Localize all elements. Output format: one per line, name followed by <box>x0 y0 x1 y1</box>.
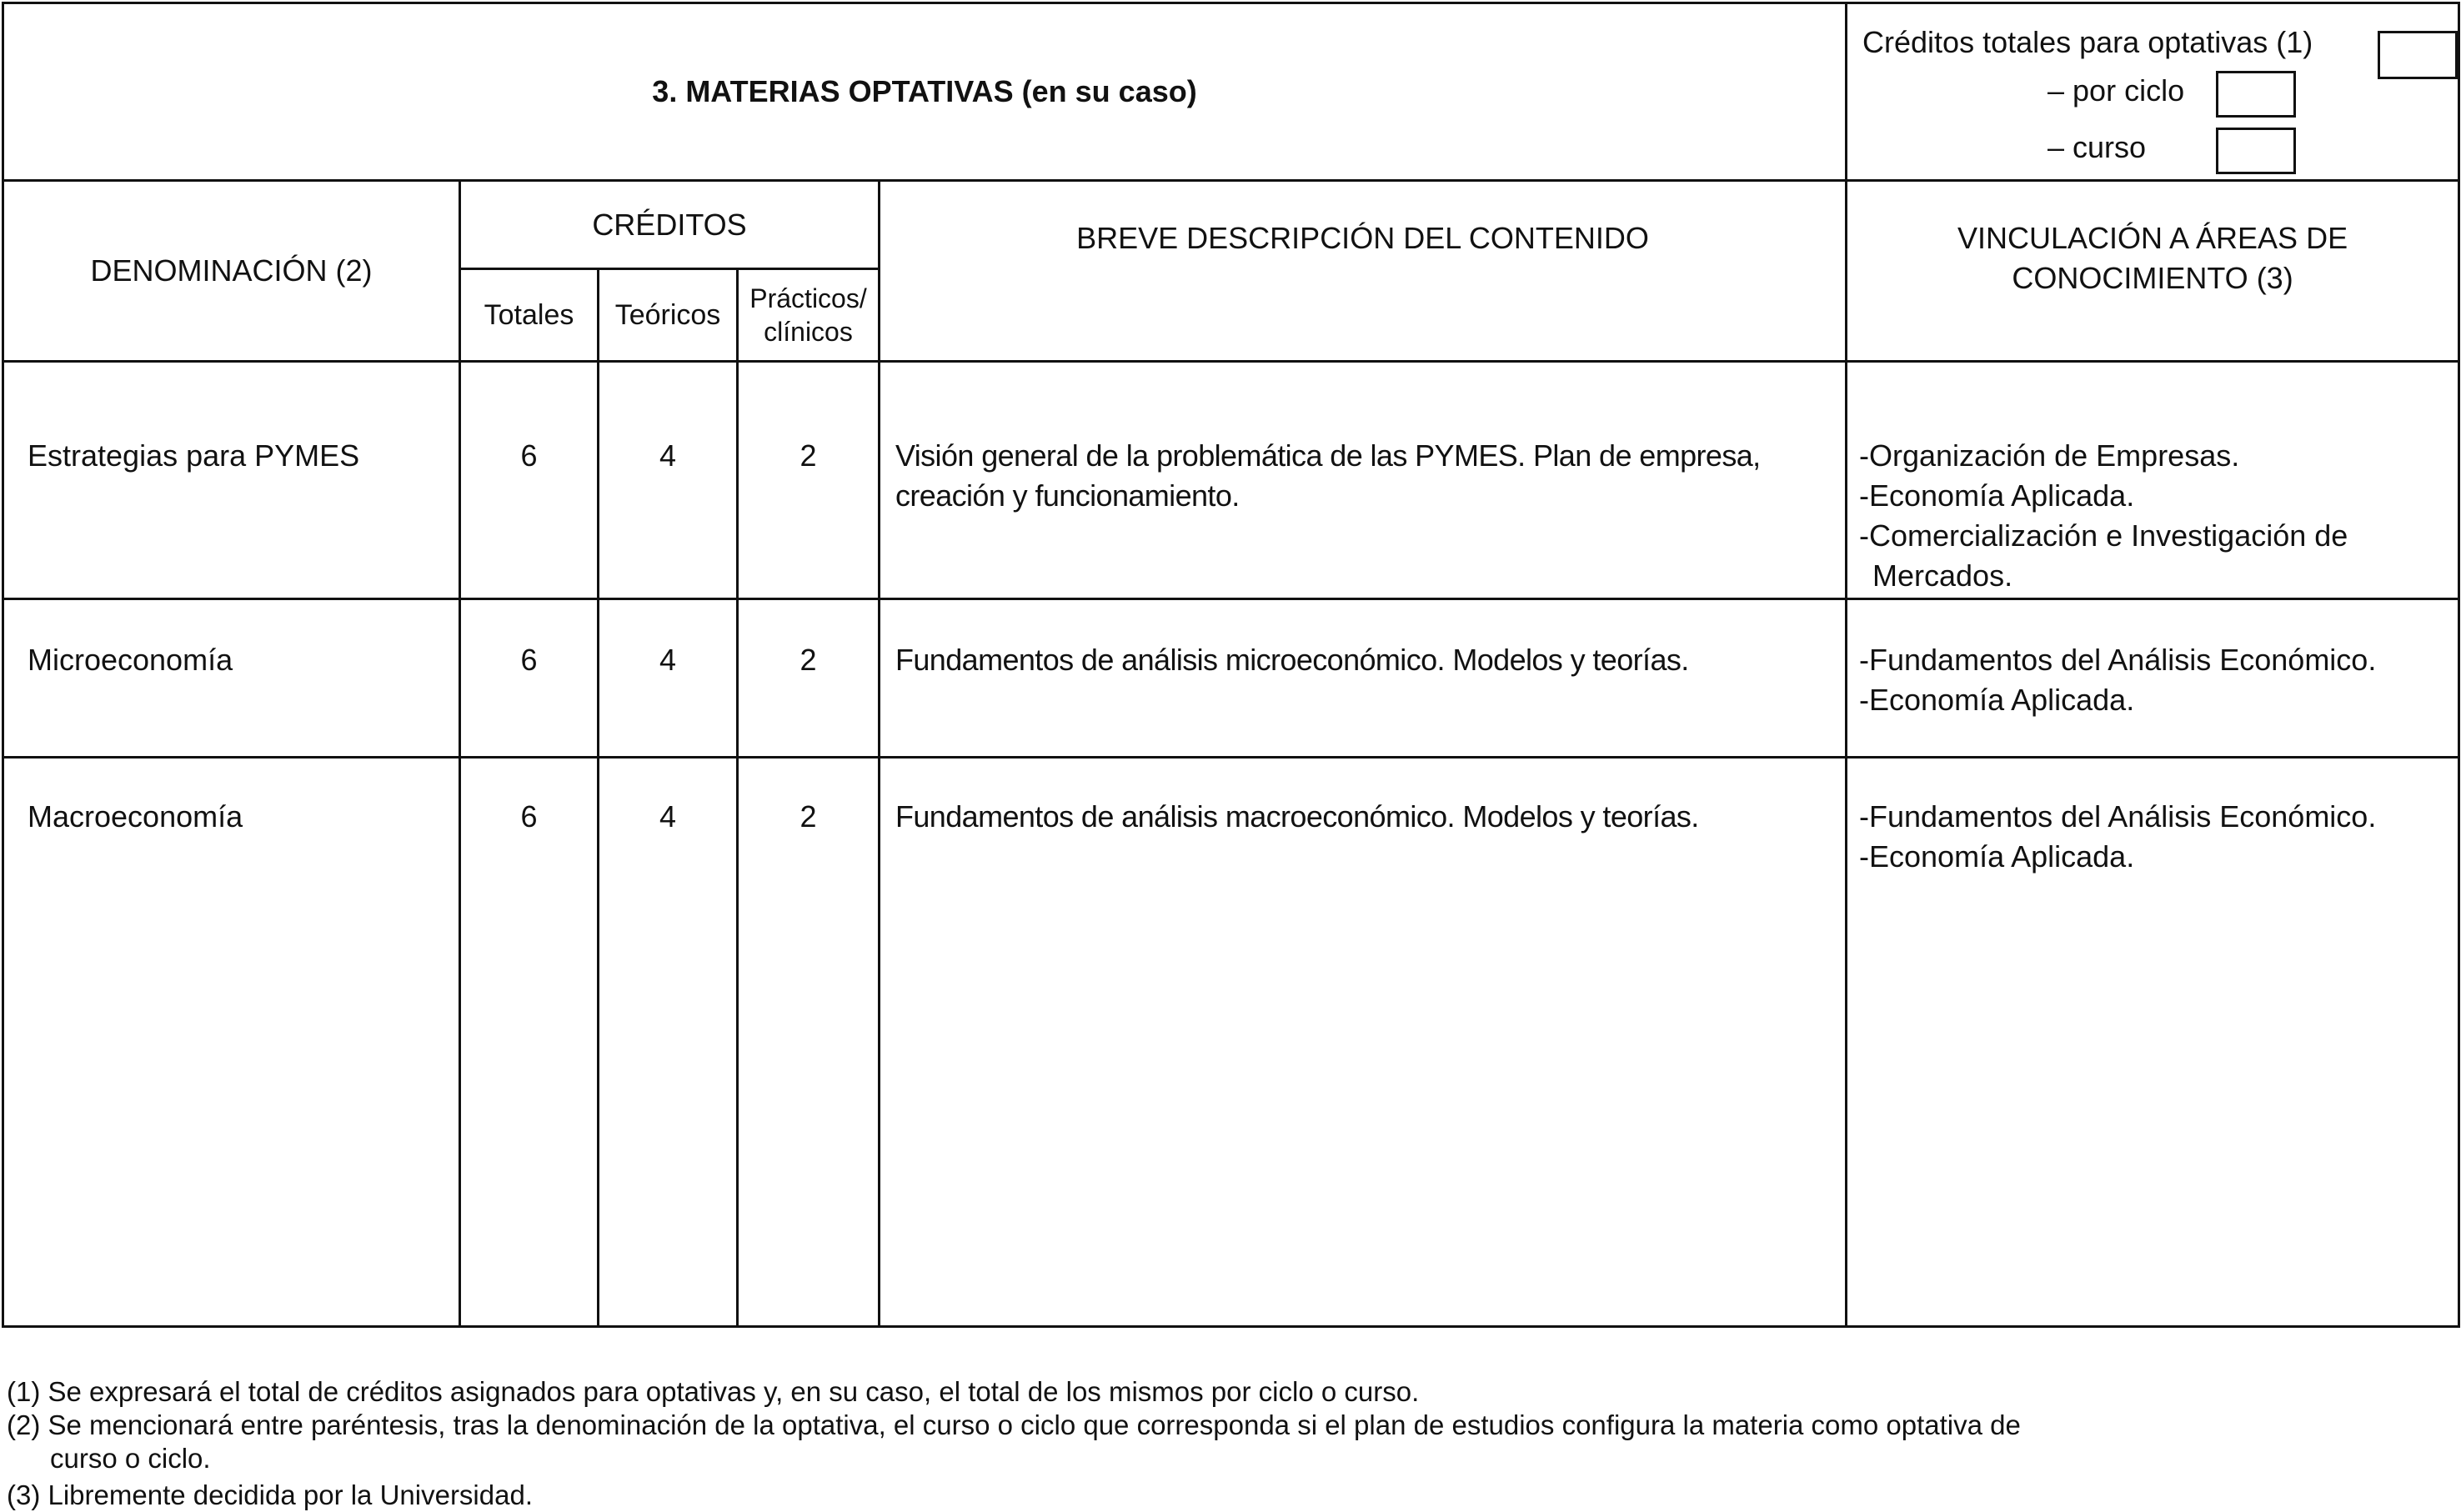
table-row <box>3 599 2459 758</box>
area-item: -Organización de Empresas. <box>1859 438 2240 473</box>
credits-totales: 6 <box>460 599 599 758</box>
header-teoricos: Teóricos <box>599 269 738 362</box>
area-item: -Fundamentos del Análisis Económico. <box>1859 799 2377 834</box>
table-row <box>3 758 2459 1327</box>
per-cycle-label: – por ciclo <box>2047 73 2185 108</box>
knowledge-areas <box>1847 362 2459 599</box>
per-course-box <box>2216 128 2296 174</box>
credits-totales: 6 <box>460 758 599 1327</box>
credits-summary-cell <box>1847 3 2459 181</box>
header-totales: Totales <box>460 269 599 362</box>
area-item: -Fundamentos del Análisis Económico. <box>1859 643 2377 677</box>
credits-practicos: 2 <box>738 758 880 1327</box>
table-row <box>3 362 2459 599</box>
header-descripcion: BREVE DESCRIPCIÓN DEL CONTENIDO <box>880 181 1847 362</box>
subject-description: Fundamentos de análisis microeconómico. Modelos y teorías. <box>880 599 1847 758</box>
footnote-3: (3) Libremente decidida por la Universidad. <box>7 1479 533 1510</box>
credits-practicos: 2 <box>738 362 880 599</box>
subject-name: Macroeconomía <box>3 758 460 1327</box>
area-item: -Economía Aplicada. <box>1859 478 2135 513</box>
header-vinculacion: VINCULACIÓN A ÁREAS DE CONOCIMIENTO (3) <box>1847 181 2459 362</box>
subject-description: Fundamentos de análisis macroeconómico. Modelos y teorías. <box>880 758 1847 1327</box>
subject-description: Visión general de la problemática de las PYMES. Plan de empresa, creación y funcionamiento. <box>880 362 1847 599</box>
header-creditos: CRÉDITOS <box>460 181 880 269</box>
credits-teoricos: 4 <box>599 599 738 758</box>
credits-teoricos: 4 <box>599 758 738 1327</box>
section-title: 3. MATERIAS OPTATIVAS (en su caso) <box>652 74 1197 108</box>
footnote-1: (1) Se expresará el total de créditos asignados para optativas y, en su caso, el total de los mismos por ciclo o curso. <box>7 1376 1420 1407</box>
subject-name: Estrategias para PYMES <box>3 362 460 599</box>
credits-total-label: Créditos totales para optativas (1) <box>1862 25 2313 59</box>
knowledge-areas <box>1847 599 2459 758</box>
subject-name: Microeconomía <box>3 599 460 758</box>
area-item: -Economía Aplicada. <box>1859 683 2135 717</box>
footnote-2-continuation: curso o ciclo. <box>50 1443 211 1474</box>
optativas-table <box>2 2 2460 1328</box>
area-item: Mercados. <box>1872 558 2013 593</box>
per-course-label: – curso <box>2047 130 2147 164</box>
section-title-cell <box>3 3 1847 181</box>
header-practicos: Prácticos/ clínicos <box>738 269 880 362</box>
title-row <box>3 3 2459 181</box>
per-cycle-box <box>2216 71 2296 118</box>
knowledge-areas <box>1847 758 2459 1327</box>
header-row-top <box>3 181 2459 269</box>
credits-totales: 6 <box>460 362 599 599</box>
area-item: -Comercialización e Investigación de <box>1859 518 2348 553</box>
footnotes <box>7 1375 2449 1512</box>
header-denominacion: DENOMINACIÓN (2) <box>3 181 460 362</box>
credits-teoricos: 4 <box>599 362 738 599</box>
area-item: -Economía Aplicada. <box>1859 839 2135 874</box>
footnote-2: (2) Se mencionará entre paréntesis, tras la denominación de la optativa, el curso o ciclo que corresponda si el plan de estudios configura la materia como optativa de <box>7 1409 2021 1440</box>
credits-total-box <box>2378 31 2458 79</box>
credits-practicos: 2 <box>738 599 880 758</box>
